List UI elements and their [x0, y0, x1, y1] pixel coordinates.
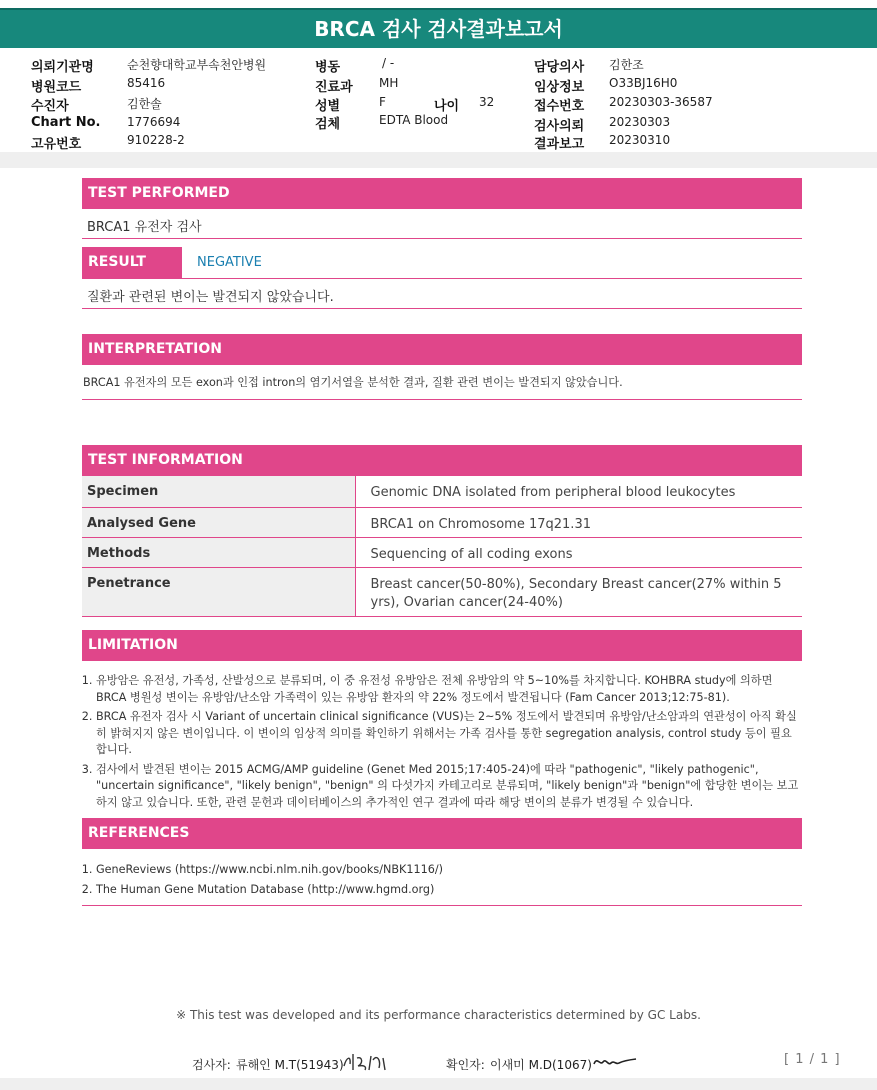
- label-chart-no: Chart No.: [31, 115, 101, 130]
- divider: [82, 278, 802, 279]
- references-heading: REFERENCES: [82, 818, 802, 849]
- divider: [82, 238, 802, 239]
- label-unique-id: 고유번호: [31, 137, 82, 152]
- header-divider: [0, 152, 877, 168]
- row-label-analysed-gene: Analysed Gene: [82, 507, 355, 537]
- list-item: 3. 검사에서 발견된 변이는 2015 ACMG/AMP guideline (Genet Med 2015;17:405-24)에 따라 "pathogenic", "likely pathogenic", "uncertain significance", "likely benign", "benign" 의 다섯가지 카테고리로 분류되며, "likely benign"과 "benign"에 합당한 변이는 보고하지 않고 있습니다. 또한, 관련 문헌과 데이터베이스의 추가적인 연구 결과에 따라 해당 변이의 분류가 변경될 수 있습니다.: [96, 762, 802, 812]
- test-information-heading: TEST INFORMATION: [82, 445, 802, 476]
- label-ward: 병동: [315, 60, 341, 75]
- value-requesting-institution: 순천향대학교부속천안병원: [127, 58, 267, 72]
- value-ward: / -: [382, 56, 395, 70]
- row-value-analysed-gene: BRCA1 on Chromosome 17q21.31: [355, 507, 802, 537]
- label-patient: 수진자: [31, 99, 69, 114]
- footer-band: [0, 1078, 877, 1090]
- list-item: 2. BRCA 유전자 검사 시 Variant of uncertain clinical significance (VUS)는 2~5% 정도에서 발견되며 유방암/난소암과의 연관성이 아직 확실히 밝혀지지 않은 변이입니다. 이 변이의 임상적 의미를 확인하기 위해서는 가족 검사를 통한 segregation analysis, control study 등이 필요합니다.: [96, 709, 802, 759]
- list-item: 2. The Human Gene Mutation Database (http://www.hgmd.org): [96, 882, 802, 899]
- label-result-report: 결과보고: [534, 137, 585, 152]
- interpretation-text: BRCA1 유전자의 모든 exon과 인접 intron의 염기서열을 분석한 결과, 질환 관련 변이는 발견되지 않았습니다.: [83, 376, 623, 389]
- value-receipt-no: 20230303-36587: [609, 95, 713, 109]
- test-information-table: [82, 476, 802, 617]
- label-hospital-code: 병원코드: [31, 80, 82, 95]
- examiner-signature-icon: [341, 1050, 391, 1074]
- label-age: 나이: [434, 99, 460, 114]
- row-value-penetrance: Breast cancer(50-80%), Secondary Breast cancer(27% within 5 yrs), Ovarian cancer(24-40%): [355, 567, 802, 616]
- examiner-name: 류해인 M.T(51943): [236, 1058, 344, 1072]
- label-receipt-no: 접수번호: [534, 99, 585, 114]
- table-row: [82, 476, 802, 507]
- confirmer-name: 이새미 M.D(1067): [490, 1058, 592, 1072]
- table-row: [82, 567, 802, 616]
- result-description: 질환과 관련된 변이는 발견되지 않았습니다.: [87, 290, 334, 305]
- row-value-specimen: Genomic DNA isolated from peripheral blood leukocytes: [355, 476, 802, 507]
- value-attending-doctor: 김한조: [609, 58, 644, 72]
- label-attending-doctor: 담당의사: [534, 60, 585, 75]
- value-department: MH: [379, 76, 399, 90]
- test-performed-value: BRCA1 유전자 검사: [87, 220, 202, 235]
- result-value: NEGATIVE: [182, 247, 802, 278]
- row-value-methods: Sequencing of all coding exons: [355, 537, 802, 567]
- value-result-report: 20230310: [609, 133, 671, 147]
- value-sex: F: [379, 95, 386, 109]
- label-requesting-institution: 의뢰기관명: [31, 60, 94, 75]
- interpretation-heading: INTERPRETATION: [82, 334, 802, 365]
- value-patient: 김한솔: [127, 97, 162, 111]
- result-heading: RESULT: [82, 247, 802, 278]
- row-label-methods: Methods: [82, 537, 355, 567]
- limitation-heading: LIMITATION: [82, 630, 802, 661]
- examiner-label: 검사자:: [192, 1058, 231, 1072]
- value-test-request: 20230303: [609, 115, 671, 129]
- label-sex: 성별: [315, 99, 341, 114]
- footnote: ※ This test was developed and its performance characteristics determined by GC Labs.: [176, 1008, 701, 1022]
- divider: [82, 905, 802, 906]
- table-row: [82, 537, 802, 567]
- test-performed-heading: TEST PERFORMED: [82, 178, 802, 209]
- label-clinical-info: 임상정보: [534, 80, 585, 95]
- confirmer-label: 확인자:: [446, 1058, 485, 1072]
- value-unique-id: 910228-2: [127, 133, 185, 147]
- limitation-list: [82, 673, 802, 814]
- label-test-request: 검사의뢰: [534, 119, 585, 134]
- page-number: [ 1 / 1 ]: [784, 1052, 841, 1067]
- patient-header: [0, 48, 877, 150]
- references-list: [82, 862, 802, 901]
- divider: [82, 399, 802, 400]
- value-hospital-code: 85416: [127, 76, 166, 90]
- row-label-specimen: Specimen: [82, 476, 355, 507]
- label-department: 진료과: [315, 80, 353, 95]
- value-specimen: EDTA Blood: [379, 113, 449, 127]
- value-clinical-info: O33BJ16H0: [609, 76, 678, 90]
- row-label-penetrance: Penetrance: [82, 567, 355, 616]
- divider: [82, 308, 802, 309]
- list-item: 1. GeneReviews (https://www.ncbi.nlm.nih.gov/books/NBK1116/): [96, 862, 802, 879]
- label-specimen: 검체: [315, 117, 341, 132]
- table-row: [82, 507, 802, 537]
- list-item: 1. 유방암은 유전성, 가족성, 산발성으로 분류되며, 이 중 유전성 유방암은 전체 유방암의 약 5~10%를 차지합니다. KOHBRA study에 의하면 BRCA 병원성 변이는 유방암/난소암 가족력이 있는 유방암 환자의 약 22% 정도에서 발견됩니다 (Fam Cancer 2013;12:75-81).: [96, 673, 802, 706]
- value-chart-no: 1776694: [127, 115, 181, 129]
- report-title: BRCA 검사 검사결과보고서: [0, 8, 877, 48]
- confirmer-signature-icon: [592, 1054, 638, 1070]
- value-age: 32: [479, 95, 495, 109]
